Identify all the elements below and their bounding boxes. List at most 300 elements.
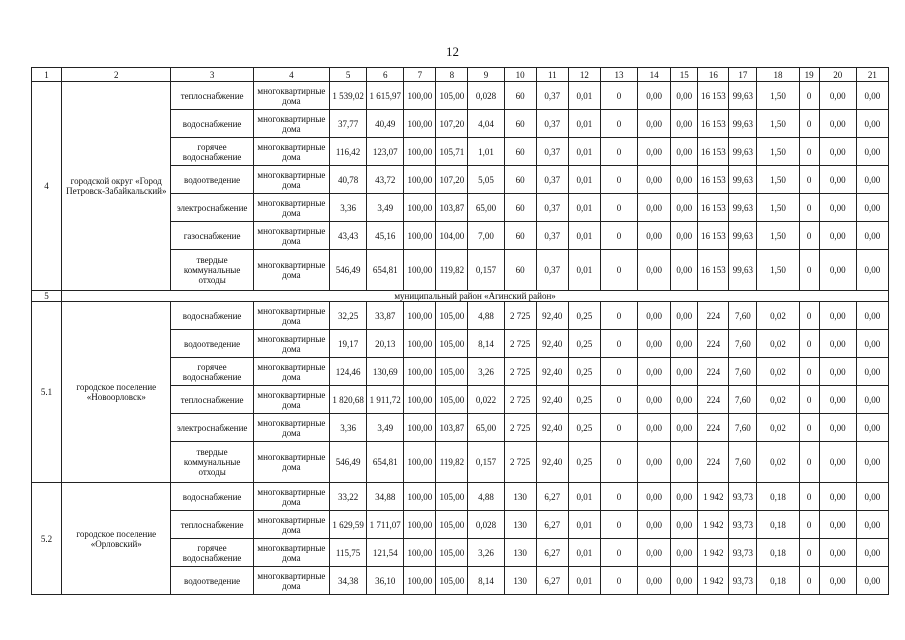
value-c15: 0,00 [671, 138, 698, 166]
value-c19: 0 [799, 250, 819, 291]
value-c16: 16 153 [698, 138, 729, 166]
value-c13: 0 [600, 110, 637, 138]
value-c20: 0,00 [819, 194, 856, 222]
value-c7: 100,00 [404, 386, 436, 414]
value-c6: 130,69 [367, 358, 404, 386]
value-c9: 4,88 [468, 483, 504, 511]
value-c8: 105,00 [436, 302, 468, 330]
column-number-15: 15 [671, 68, 698, 82]
value-c13: 0 [600, 330, 637, 358]
value-c13: 0 [600, 567, 637, 595]
value-c15: 0,00 [671, 166, 698, 194]
value-c17: 99,63 [729, 110, 757, 138]
value-c11: 0,37 [536, 138, 568, 166]
group-number: 5.2 [32, 483, 62, 595]
municipality-name: городское поселение «Новоорловск» [62, 302, 171, 483]
value-c14: 0,00 [638, 483, 671, 511]
building-type: многоквартирные дома [253, 539, 329, 567]
value-c10: 60 [504, 166, 536, 194]
value-c17: 99,63 [729, 166, 757, 194]
value-c5: 1 629,59 [330, 511, 367, 539]
value-c9: 8,14 [468, 567, 504, 595]
value-c9: 0,028 [468, 511, 504, 539]
value-c15: 0,00 [671, 358, 698, 386]
value-c15: 0,00 [671, 82, 698, 110]
value-c14: 0,00 [638, 567, 671, 595]
group-number: 4 [32, 82, 62, 291]
value-c7: 100,00 [404, 358, 436, 386]
value-c9: 3,26 [468, 358, 504, 386]
value-c12: 0,25 [568, 442, 600, 483]
value-c20: 0,00 [819, 250, 856, 291]
value-c12: 0,01 [568, 194, 600, 222]
value-c13: 0 [600, 414, 637, 442]
value-c8: 105,00 [436, 511, 468, 539]
value-c7: 100,00 [404, 414, 436, 442]
value-c15: 0,00 [671, 567, 698, 595]
value-c10: 130 [504, 483, 536, 511]
value-c8: 105,00 [436, 483, 468, 511]
value-c12: 0,01 [568, 511, 600, 539]
value-c16: 16 153 [698, 110, 729, 138]
value-c5: 1 539,02 [330, 82, 367, 110]
value-c19: 0 [799, 386, 819, 414]
value-c11: 6,27 [536, 483, 568, 511]
value-c18: 1,50 [757, 110, 799, 138]
value-c10: 2 725 [504, 330, 536, 358]
table-row [32, 302, 889, 330]
municipality-name: городское поселение «Орловский» [62, 483, 171, 595]
value-c15: 0,00 [671, 414, 698, 442]
column-number-4: 4 [253, 68, 329, 82]
value-c21: 0,00 [856, 358, 888, 386]
value-c19: 0 [799, 138, 819, 166]
value-c17: 93,73 [729, 539, 757, 567]
value-c14: 0,00 [638, 138, 671, 166]
value-c10: 60 [504, 110, 536, 138]
value-c5: 33,22 [330, 483, 367, 511]
value-c12: 0,25 [568, 386, 600, 414]
value-c6: 20,13 [367, 330, 404, 358]
value-c5: 37,77 [330, 110, 367, 138]
value-c12: 0,01 [568, 166, 600, 194]
value-c9: 5,05 [468, 166, 504, 194]
value-c13: 0 [600, 82, 637, 110]
value-c13: 0 [600, 250, 637, 291]
service-name: водоснабжение [171, 302, 253, 330]
value-c21: 0,00 [856, 511, 888, 539]
value-c12: 0,01 [568, 250, 600, 291]
value-c13: 0 [600, 166, 637, 194]
section-title: муниципальный район «Агинский район» [62, 291, 889, 302]
value-c11: 0,37 [536, 250, 568, 291]
service-name: электроснабжение [171, 194, 253, 222]
value-c16: 224 [698, 330, 729, 358]
value-c19: 0 [799, 222, 819, 250]
value-c17: 7,60 [729, 302, 757, 330]
value-c12: 0,25 [568, 330, 600, 358]
value-c20: 0,00 [819, 358, 856, 386]
service-name: водоотведение [171, 330, 253, 358]
column-number-11: 11 [536, 68, 568, 82]
value-c20: 0,00 [819, 539, 856, 567]
section-row [32, 291, 889, 302]
value-c13: 0 [600, 358, 637, 386]
value-c16: 16 153 [698, 250, 729, 291]
service-name: горячее водоснабжение [171, 539, 253, 567]
value-c9: 0,028 [468, 82, 504, 110]
value-c8: 107,20 [436, 110, 468, 138]
value-c11: 92,40 [536, 358, 568, 386]
value-c18: 0,18 [757, 539, 799, 567]
service-name: водоотведение [171, 567, 253, 595]
value-c14: 0,00 [638, 250, 671, 291]
value-c11: 6,27 [536, 511, 568, 539]
value-c10: 130 [504, 539, 536, 567]
value-c13: 0 [600, 511, 637, 539]
value-c10: 2 725 [504, 358, 536, 386]
value-c15: 0,00 [671, 539, 698, 567]
service-name: теплоснабжение [171, 82, 253, 110]
value-c19: 0 [799, 82, 819, 110]
service-name: твердые коммунальные отходы [171, 250, 253, 291]
value-c15: 0,00 [671, 442, 698, 483]
value-c18: 1,50 [757, 166, 799, 194]
value-c17: 99,63 [729, 138, 757, 166]
building-type: многоквартирные дома [253, 567, 329, 595]
value-c9: 65,00 [468, 194, 504, 222]
value-c19: 0 [799, 483, 819, 511]
value-c8: 105,00 [436, 82, 468, 110]
value-c14: 0,00 [638, 386, 671, 414]
value-c20: 0,00 [819, 414, 856, 442]
value-c6: 123,07 [367, 138, 404, 166]
value-c8: 105,00 [436, 567, 468, 595]
value-c21: 0,00 [856, 442, 888, 483]
value-c15: 0,00 [671, 483, 698, 511]
value-c14: 0,00 [638, 222, 671, 250]
value-c13: 0 [600, 386, 637, 414]
value-c12: 0,01 [568, 483, 600, 511]
value-c21: 0,00 [856, 386, 888, 414]
value-c5: 1 820,68 [330, 386, 367, 414]
value-c17: 7,60 [729, 386, 757, 414]
section-number: 5 [32, 291, 62, 302]
building-type: многоквартирные дома [253, 330, 329, 358]
value-c6: 40,49 [367, 110, 404, 138]
service-name: электроснабжение [171, 414, 253, 442]
value-c11: 0,37 [536, 166, 568, 194]
value-c17: 99,63 [729, 194, 757, 222]
value-c15: 0,00 [671, 330, 698, 358]
column-number-6: 6 [367, 68, 404, 82]
building-type: многоквартирные дома [253, 302, 329, 330]
value-c5: 3,36 [330, 194, 367, 222]
building-type: многоквартирные дома [253, 222, 329, 250]
value-c20: 0,00 [819, 166, 856, 194]
value-c18: 0,18 [757, 567, 799, 595]
value-c20: 0,00 [819, 483, 856, 511]
column-number-16: 16 [698, 68, 729, 82]
value-c21: 0,00 [856, 166, 888, 194]
value-c13: 0 [600, 442, 637, 483]
value-c7: 100,00 [404, 330, 436, 358]
value-c7: 100,00 [404, 222, 436, 250]
value-c16: 224 [698, 442, 729, 483]
service-name: водоотведение [171, 166, 253, 194]
table-row [32, 483, 889, 511]
value-c18: 0,02 [757, 442, 799, 483]
value-c8: 105,00 [436, 358, 468, 386]
value-c8: 105,71 [436, 138, 468, 166]
value-c8: 103,87 [436, 414, 468, 442]
value-c13: 0 [600, 138, 637, 166]
value-c12: 0,01 [568, 110, 600, 138]
service-name: газоснабжение [171, 222, 253, 250]
building-type: многоквартирные дома [253, 442, 329, 483]
value-c20: 0,00 [819, 330, 856, 358]
value-c18: 1,50 [757, 250, 799, 291]
value-c20: 0,00 [819, 302, 856, 330]
value-c18: 1,50 [757, 194, 799, 222]
value-c14: 0,00 [638, 194, 671, 222]
value-c18: 1,50 [757, 82, 799, 110]
municipality-name: городской округ «Город Петровск-Забайкальский» [62, 82, 171, 291]
value-c16: 224 [698, 358, 729, 386]
value-c6: 43,72 [367, 166, 404, 194]
building-type: многоквартирные дома [253, 414, 329, 442]
value-c14: 0,00 [638, 166, 671, 194]
column-number-12: 12 [568, 68, 600, 82]
value-c19: 0 [799, 110, 819, 138]
value-c7: 100,00 [404, 442, 436, 483]
value-c9: 1,01 [468, 138, 504, 166]
value-c6: 1 615,97 [367, 82, 404, 110]
value-c19: 0 [799, 414, 819, 442]
column-number-13: 13 [600, 68, 637, 82]
value-c6: 33,87 [367, 302, 404, 330]
page-number: 12 [446, 44, 459, 59]
tariff-table [31, 67, 889, 595]
column-number-2: 2 [62, 68, 171, 82]
value-c7: 100,00 [404, 539, 436, 567]
column-number-17: 17 [729, 68, 757, 82]
value-c14: 0,00 [638, 358, 671, 386]
value-c19: 0 [799, 330, 819, 358]
value-c20: 0,00 [819, 567, 856, 595]
value-c17: 93,73 [729, 483, 757, 511]
value-c12: 0,01 [568, 567, 600, 595]
value-c10: 60 [504, 138, 536, 166]
value-c10: 2 725 [504, 386, 536, 414]
service-name: горячее водоснабжение [171, 138, 253, 166]
value-c14: 0,00 [638, 539, 671, 567]
value-c17: 93,73 [729, 567, 757, 595]
service-name: теплоснабжение [171, 386, 253, 414]
building-type: многоквартирные дома [253, 386, 329, 414]
value-c15: 0,00 [671, 511, 698, 539]
column-number-7: 7 [404, 68, 436, 82]
value-c12: 0,01 [568, 539, 600, 567]
value-c10: 60 [504, 222, 536, 250]
value-c14: 0,00 [638, 302, 671, 330]
building-type: многоквартирные дома [253, 138, 329, 166]
value-c9: 8,14 [468, 330, 504, 358]
value-c12: 0,25 [568, 414, 600, 442]
value-c6: 1 711,07 [367, 511, 404, 539]
value-c5: 116,42 [330, 138, 367, 166]
value-c8: 119,82 [436, 442, 468, 483]
value-c16: 1 942 [698, 539, 729, 567]
value-c18: 0,02 [757, 358, 799, 386]
value-c15: 0,00 [671, 194, 698, 222]
value-c16: 224 [698, 386, 729, 414]
value-c9: 4,88 [468, 302, 504, 330]
value-c20: 0,00 [819, 442, 856, 483]
value-c16: 1 942 [698, 567, 729, 595]
value-c13: 0 [600, 194, 637, 222]
value-c6: 121,54 [367, 539, 404, 567]
value-c6: 3,49 [367, 194, 404, 222]
value-c14: 0,00 [638, 82, 671, 110]
service-name: горячее водоснабжение [171, 358, 253, 386]
value-c21: 0,00 [856, 110, 888, 138]
value-c6: 36,10 [367, 567, 404, 595]
value-c9: 0,157 [468, 250, 504, 291]
value-c11: 0,37 [536, 110, 568, 138]
value-c8: 103,87 [436, 194, 468, 222]
value-c17: 93,73 [729, 511, 757, 539]
value-c16: 1 942 [698, 511, 729, 539]
value-c9: 65,00 [468, 414, 504, 442]
column-number-9: 9 [468, 68, 504, 82]
group-number: 5.1 [32, 302, 62, 483]
value-c17: 7,60 [729, 330, 757, 358]
value-c12: 0,01 [568, 82, 600, 110]
value-c18: 0,02 [757, 386, 799, 414]
value-c5: 43,43 [330, 222, 367, 250]
column-number-14: 14 [638, 68, 671, 82]
value-c18: 0,02 [757, 302, 799, 330]
value-c7: 100,00 [404, 250, 436, 291]
value-c11: 0,37 [536, 194, 568, 222]
building-type: многоквартирные дома [253, 250, 329, 291]
value-c14: 0,00 [638, 330, 671, 358]
value-c6: 1 911,72 [367, 386, 404, 414]
value-c6: 45,16 [367, 222, 404, 250]
value-c9: 0,157 [468, 442, 504, 483]
value-c12: 0,01 [568, 138, 600, 166]
value-c20: 0,00 [819, 82, 856, 110]
value-c19: 0 [799, 442, 819, 483]
service-name: твердые коммунальные отходы [171, 442, 253, 483]
value-c5: 115,75 [330, 539, 367, 567]
value-c13: 0 [600, 483, 637, 511]
value-c11: 92,40 [536, 442, 568, 483]
value-c10: 130 [504, 567, 536, 595]
value-c21: 0,00 [856, 194, 888, 222]
value-c11: 0,37 [536, 82, 568, 110]
value-c6: 3,49 [367, 414, 404, 442]
value-c17: 7,60 [729, 442, 757, 483]
value-c14: 0,00 [638, 442, 671, 483]
value-c13: 0 [600, 302, 637, 330]
column-number-19: 19 [799, 68, 819, 82]
value-c17: 99,63 [729, 222, 757, 250]
value-c5: 546,49 [330, 250, 367, 291]
value-c15: 0,00 [671, 302, 698, 330]
value-c14: 0,00 [638, 511, 671, 539]
value-c10: 2 725 [504, 302, 536, 330]
value-c11: 6,27 [536, 539, 568, 567]
value-c6: 34,88 [367, 483, 404, 511]
value-c20: 0,00 [819, 222, 856, 250]
value-c18: 0,18 [757, 483, 799, 511]
value-c9: 0,022 [468, 386, 504, 414]
value-c7: 100,00 [404, 138, 436, 166]
value-c8: 105,00 [436, 386, 468, 414]
value-c11: 92,40 [536, 386, 568, 414]
header-row [32, 68, 889, 82]
value-c21: 0,00 [856, 302, 888, 330]
value-c10: 2 725 [504, 414, 536, 442]
building-type: многоквартирные дома [253, 82, 329, 110]
value-c19: 0 [799, 302, 819, 330]
value-c19: 0 [799, 166, 819, 194]
value-c7: 100,00 [404, 511, 436, 539]
value-c16: 16 153 [698, 222, 729, 250]
value-c17: 7,60 [729, 358, 757, 386]
building-type: многоквартирные дома [253, 511, 329, 539]
service-name: водоснабжение [171, 110, 253, 138]
value-c14: 0,00 [638, 110, 671, 138]
value-c17: 7,60 [729, 414, 757, 442]
value-c19: 0 [799, 567, 819, 595]
value-c8: 119,82 [436, 250, 468, 291]
value-c9: 3,26 [468, 539, 504, 567]
value-c7: 100,00 [404, 483, 436, 511]
value-c12: 0,25 [568, 358, 600, 386]
value-c10: 130 [504, 511, 536, 539]
value-c13: 0 [600, 539, 637, 567]
value-c21: 0,00 [856, 250, 888, 291]
column-number-20: 20 [819, 68, 856, 82]
value-c11: 92,40 [536, 302, 568, 330]
value-c21: 0,00 [856, 222, 888, 250]
value-c15: 0,00 [671, 222, 698, 250]
column-number-5: 5 [330, 68, 367, 82]
value-c21: 0,00 [856, 82, 888, 110]
building-type: многоквартирные дома [253, 110, 329, 138]
column-number-1: 1 [32, 68, 62, 82]
column-number-10: 10 [504, 68, 536, 82]
value-c21: 0,00 [856, 330, 888, 358]
value-c18: 0,02 [757, 414, 799, 442]
column-number-3: 3 [171, 68, 253, 82]
value-c7: 100,00 [404, 567, 436, 595]
value-c5: 32,25 [330, 302, 367, 330]
value-c6: 654,81 [367, 442, 404, 483]
value-c5: 19,17 [330, 330, 367, 358]
building-type: многоквартирные дома [253, 358, 329, 386]
column-number-8: 8 [436, 68, 468, 82]
value-c8: 107,20 [436, 166, 468, 194]
value-c10: 60 [504, 82, 536, 110]
value-c6: 654,81 [367, 250, 404, 291]
value-c8: 105,00 [436, 330, 468, 358]
value-c11: 92,40 [536, 330, 568, 358]
value-c15: 0,00 [671, 110, 698, 138]
